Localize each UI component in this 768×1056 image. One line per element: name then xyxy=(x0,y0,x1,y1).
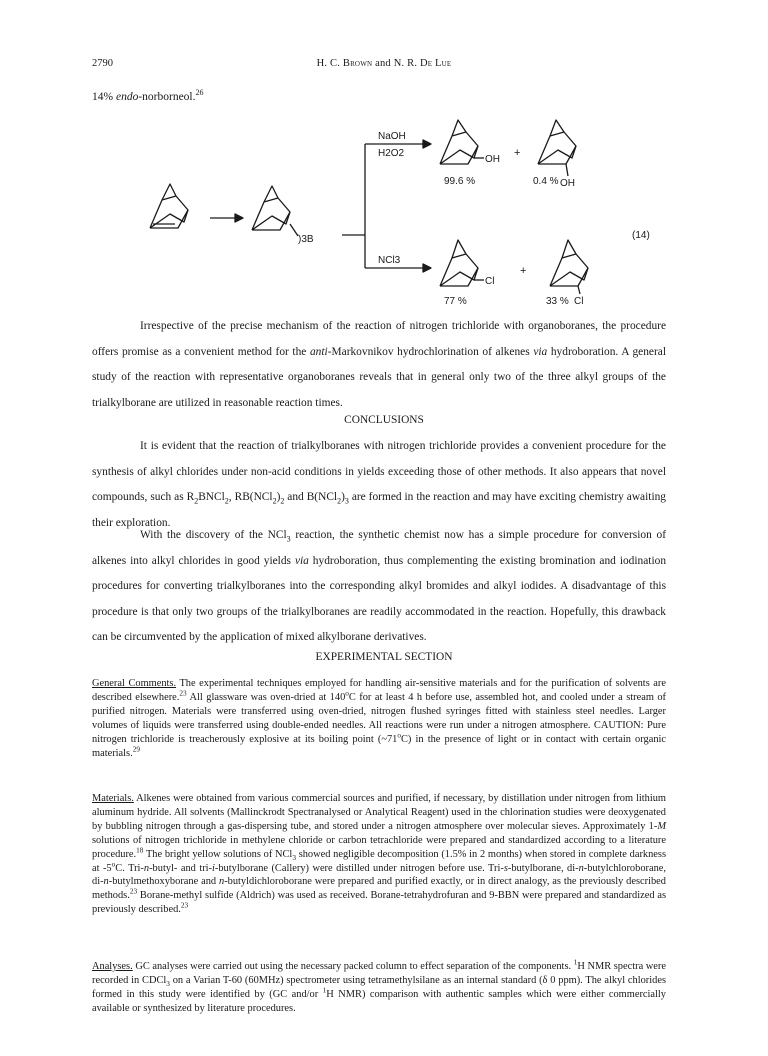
plus-bottom: + xyxy=(520,265,527,277)
reagent-ncl3: NCl3 xyxy=(378,255,401,266)
paragraph-discovery: With the discovery of the NCl$_3$ reaction, the synthetic chemist now has a simple procedure for conversion of alkenes into alkyl chlorides in good yields via hydroboration, thus complementing the existing bromination and iodination procedures for converting trialkylboranes into the corresponding alkyl bromides and alkyl iodides. A disadvantage of this procedure is that only two groups of the trialkylboranes are readily accommodated in the reaction. Hopefully, this drawback can be circumvented by the application of mixed alkylborane derivatives. xyxy=(92,529,667,644)
equation-number: (14) xyxy=(632,230,650,241)
author-2: N. R. De Lue xyxy=(393,58,452,69)
formula-r2bncl2: $R_2BNCl_2$ xyxy=(186,491,229,506)
oh-label-endo: OH xyxy=(560,178,575,189)
label-analyses: Analyses. xyxy=(92,961,133,972)
page-number: 2790 xyxy=(92,58,113,69)
cl-label-endo: Cl xyxy=(574,296,584,307)
cl-label-exo: Cl xyxy=(485,276,495,287)
reagent-naoh: NaOH xyxy=(378,131,406,142)
norbornyl-borane-structure xyxy=(252,186,298,236)
reaction-scheme xyxy=(140,118,660,308)
lead-compound-italic: endo xyxy=(115,91,139,103)
reagent-h2o2: H2O2 xyxy=(378,148,405,159)
heading-conclusions: CONCLUSIONS xyxy=(344,414,424,426)
norbornene-structure xyxy=(150,184,188,228)
formula-b-ncl2-3: $B(NCl_2)_3$ xyxy=(306,491,349,506)
formula-cdcl3: CDCl$_3$ xyxy=(142,974,170,988)
endo-norbornyl-chloride-structure xyxy=(550,240,588,294)
label-general-comments: General Comments. xyxy=(92,678,177,689)
running-head xyxy=(0,58,768,69)
formula-ncl3-materials: NCl$_3$ xyxy=(275,848,296,862)
plus-top: + xyxy=(514,147,521,159)
formula-rb-ncl2-2: $RB(NCl_2)_2$ xyxy=(234,491,285,506)
endo-norborneol-structure xyxy=(538,120,576,176)
paragraph-mechanism: Irrespective of the precise mechanism of the reaction of nitrogen trichloride with organoboranes, the procedure offers promise as a convenient method for the anti-Markovnikov hydrochlorination of alkenes via hydroboration. A general study of the reaction with representative organoboranes reveals that in general only two of the three alkyl groups of the trialkylborane are utilized in reasonable reaction times. xyxy=(92,320,666,409)
yield-exo-oh: 99.6 % xyxy=(444,176,476,187)
paragraph-materials: Materials. Alkenes were obtained from various commercial sources and purified, if necessary, by distillation under nitrogen from lithium aluminum hydride. All solvents (Mallinckrodt Spectranalysed or Analytical Reagent) used in the chlorination studies were deoxygenated by bubbling nitrogen through a gas-dispersing tube, and stored under a nitrogen atmosphere over molecular sieves. Approximately 1-M solutions of nitrogen trichloride in methylene chloride or carbon tetrachloride were prepared and standardized according to a literature procedure.$^{18}$ The bright yellow solutions of NCl$_3$ showed negligible decomposition (1.5% in 2 months) when stored in complete darkness at -5$^o$C. Tri-n-butyl- and tri-i-butylborane (Callery) were distilled under nitrogen before use. Tri-s-butylborane, di-n-butylchloroborane, di-n-butylmethoxyborane and n-butyldichloroborane were prepared and purified exactly, or in direct analogy, as the previously described methods.$^{23}$ Borane-methyl sulfide (Aldrich) was used as received. Borane-tetrahydrofuran and 9-BBN were prepared and standardized as previously described.$^{23}$ xyxy=(92,793,666,916)
lead-compound: -norborneol. xyxy=(138,91,196,103)
paragraph-conclusions: It is evident that the reaction of trialkylboranes with nitrogen trichloride provides a convenient procedure for the synthesis of alkyl chlorides under non-acid conditions in yields exceeding those of other methods. It also appears that novel compounds, such as $R_2BNCl_2$, $RB(NCl_2)_2$ and $B(NCl_2)_3$ are formed in the reaction and may have exciting chemistry awaiting their exploration. xyxy=(92,440,666,529)
exo-norborneol-structure xyxy=(440,120,484,164)
and-word: and xyxy=(375,58,391,69)
yield-endo-oh: 0.4 % xyxy=(533,176,559,187)
label-materials: Materials. xyxy=(92,793,134,804)
paragraph-general-comments: General Comments. The experimental techniques employed for handling air-sensitive materials and for the purification of solvents are described elsewhere.$^{23}$ All glassware was oven-dried at 140$^o$C for at least 4 h before use, assembled hot, and cooled under a stream of purified nitrogen. Materials were transferred using oven-dried, nitrogen flushed syringes fitted with stainless steel needles. Larger volumes of liquids were transferred using double-ended needles. All reactions were run under a nitrogen atmosphere. CAUTION: Pure nitrogen trichloride is treacherously explosive at its boiling point (~71$^o$C) in the presence of light or in contact with certain organic materials.$^{29}$ xyxy=(92,678,667,759)
formula-ncl3: NCl$_3$ xyxy=(267,529,291,544)
author-1: H. C. Brown xyxy=(316,58,373,69)
yield-endo-cl: 33 % xyxy=(546,296,569,307)
yield-exo-cl: 77 % xyxy=(444,296,467,307)
exo-norbornyl-chloride-structure xyxy=(440,240,484,286)
lead-percent: 14% xyxy=(92,91,114,103)
paragraph-analyses: Analyses. GC analyses were carried out using the necessary packed column to effect separation of the components. $^1$H NMR spectra were recorded in CDCl$_3$ on a Varian T-60 (60MHz) spectrometer using tetramethylsilane as an internal standard (δ 0 ppm). The alkyl chlorides formed in this study were identified by (GC and/or $^1$H NMR) comparison with authentic samples which were either commercially available or synthesized by literature procedures. xyxy=(92,958,666,1014)
lead-line xyxy=(92,88,204,103)
oh-label-exo: OH xyxy=(485,154,500,165)
lead-ref: 26 xyxy=(195,88,204,98)
heading-experimental: EXPERIMENTAL SECTION xyxy=(315,651,453,663)
borane-label: )3B xyxy=(298,234,314,245)
